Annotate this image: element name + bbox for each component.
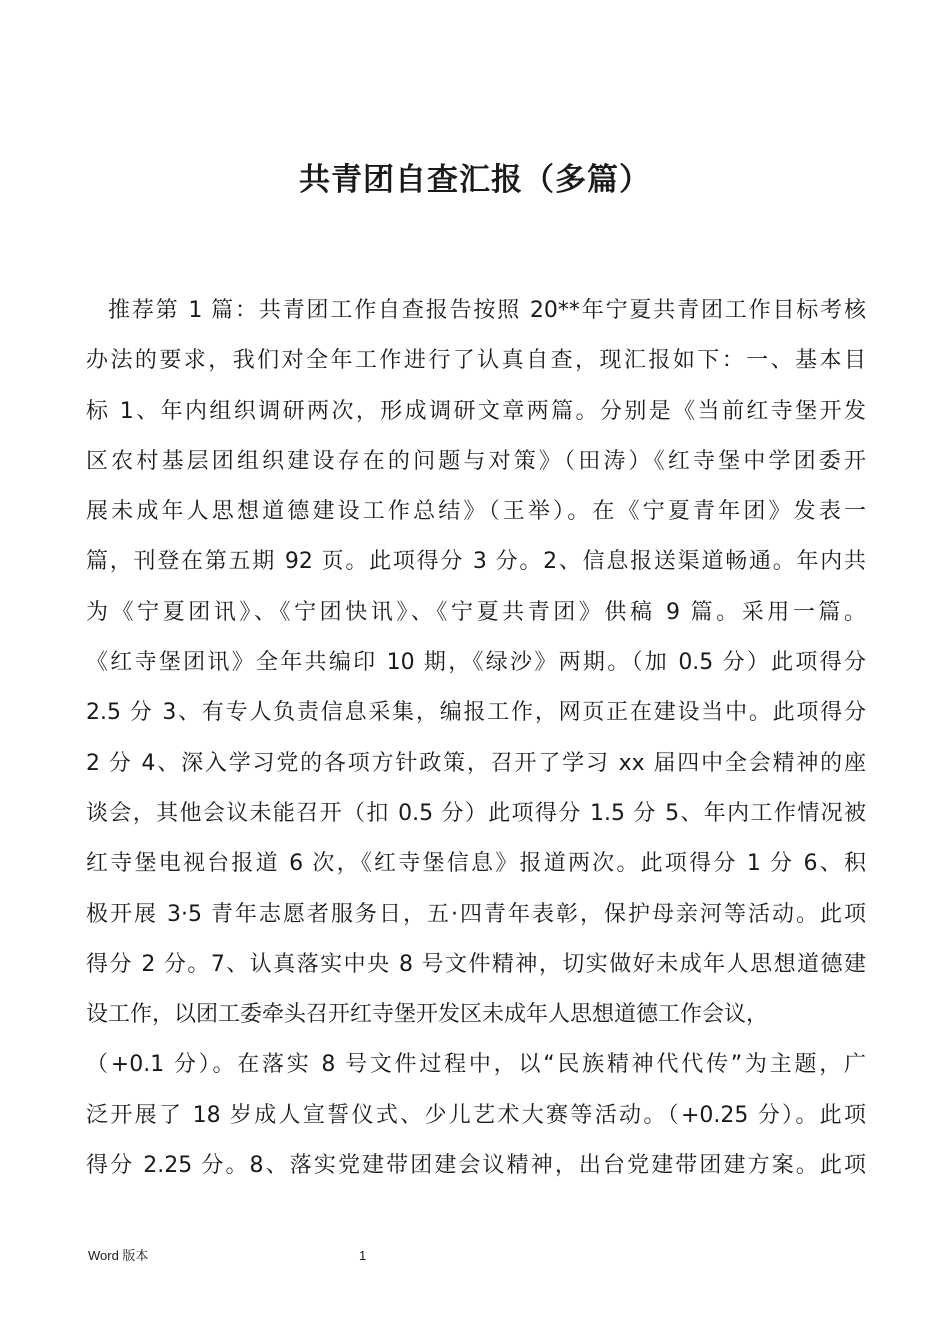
body-line: 展未成年人思想道德建设工作总结》（王举）。在《宁夏青年团》发表一 — [86, 499, 866, 525]
document-body — [86, 286, 866, 1191]
footer-page-number: 1 — [359, 1248, 367, 1263]
body-line: 篇，刊登在第五期 92 页。此项得分 3 分。2、信息报送渠道畅通。年内共 — [86, 549, 866, 575]
body-line: 极开展 3·5 青年志愿者服务日，五·四青年表彰，保护母亲河等活动。此项 — [86, 901, 866, 927]
body-line: 红寺堡电视台报道 6 次，《红寺堡信息》报道两次。此项得分 1 分 6、积 — [86, 851, 866, 877]
body-line: 得分 2 分。7、认真落实中央 8 号文件精神，切实做好未成年人思想道德建 — [86, 951, 866, 977]
body-line: 泛开展了 18 岁成人宣誓仪式、少儿艺术大赛等活动。（+0.25 分）。此项 — [86, 1102, 866, 1128]
body-line: 《红寺堡团讯》全年共编印 10 期，《绿沙》两期。（加 0.5 分）此项得分 — [86, 650, 866, 676]
body-line: （+0.1 分）。在落实 8 号文件过程中，以“民族精神代代传”为主题，广 — [86, 1052, 866, 1078]
footer-version-label: Word 版本 — [88, 1248, 149, 1263]
body-line: 设工作，以团工委牵头召开红寺堡开发区未成年人思想道德工作会议， — [86, 1002, 769, 1028]
body-line: 办法的要求，我们对全年工作进行了认真自查，现汇报如下：一、基本目 — [86, 348, 866, 374]
body-line: 为《宁夏团讯》、《宁团快讯》、《宁夏共青团》供稿 9 篇。采用一篇。 — [86, 599, 866, 625]
body-line: 2 分 4、深入学习党的各项方针政策，召开了学习 xx 届四中全会精神的座 — [86, 750, 866, 776]
body-line: 得分 2.25 分。8、落实党建带团建会议精神，出台党建带团建方案。此项 — [86, 1153, 866, 1179]
body-line: 区农村基层团组织建设存在的问题与对策》（田涛）《红寺堡中学团委开 — [86, 448, 866, 474]
body-line: 推荐第 1 篇：共青团工作自查报告按照 20**年宁夏共青团工作目标考核 — [108, 298, 866, 323]
body-line: 谈会，其他会议未能召开（扣 0.5 分）此项得分 1.5 分 5、年内工作情况被 — [86, 800, 866, 826]
document-title: 共青团自查汇报（多篇） — [299, 162, 651, 198]
body-line: 2.5 分 3、有专人负责信息采集，编报工作，网页正在建设当中。此项得分 — [86, 700, 866, 726]
body-line: 标 1、年内组织调研两次，形成调研文章两篇。分别是《当前红寺堡开发 — [86, 398, 866, 424]
